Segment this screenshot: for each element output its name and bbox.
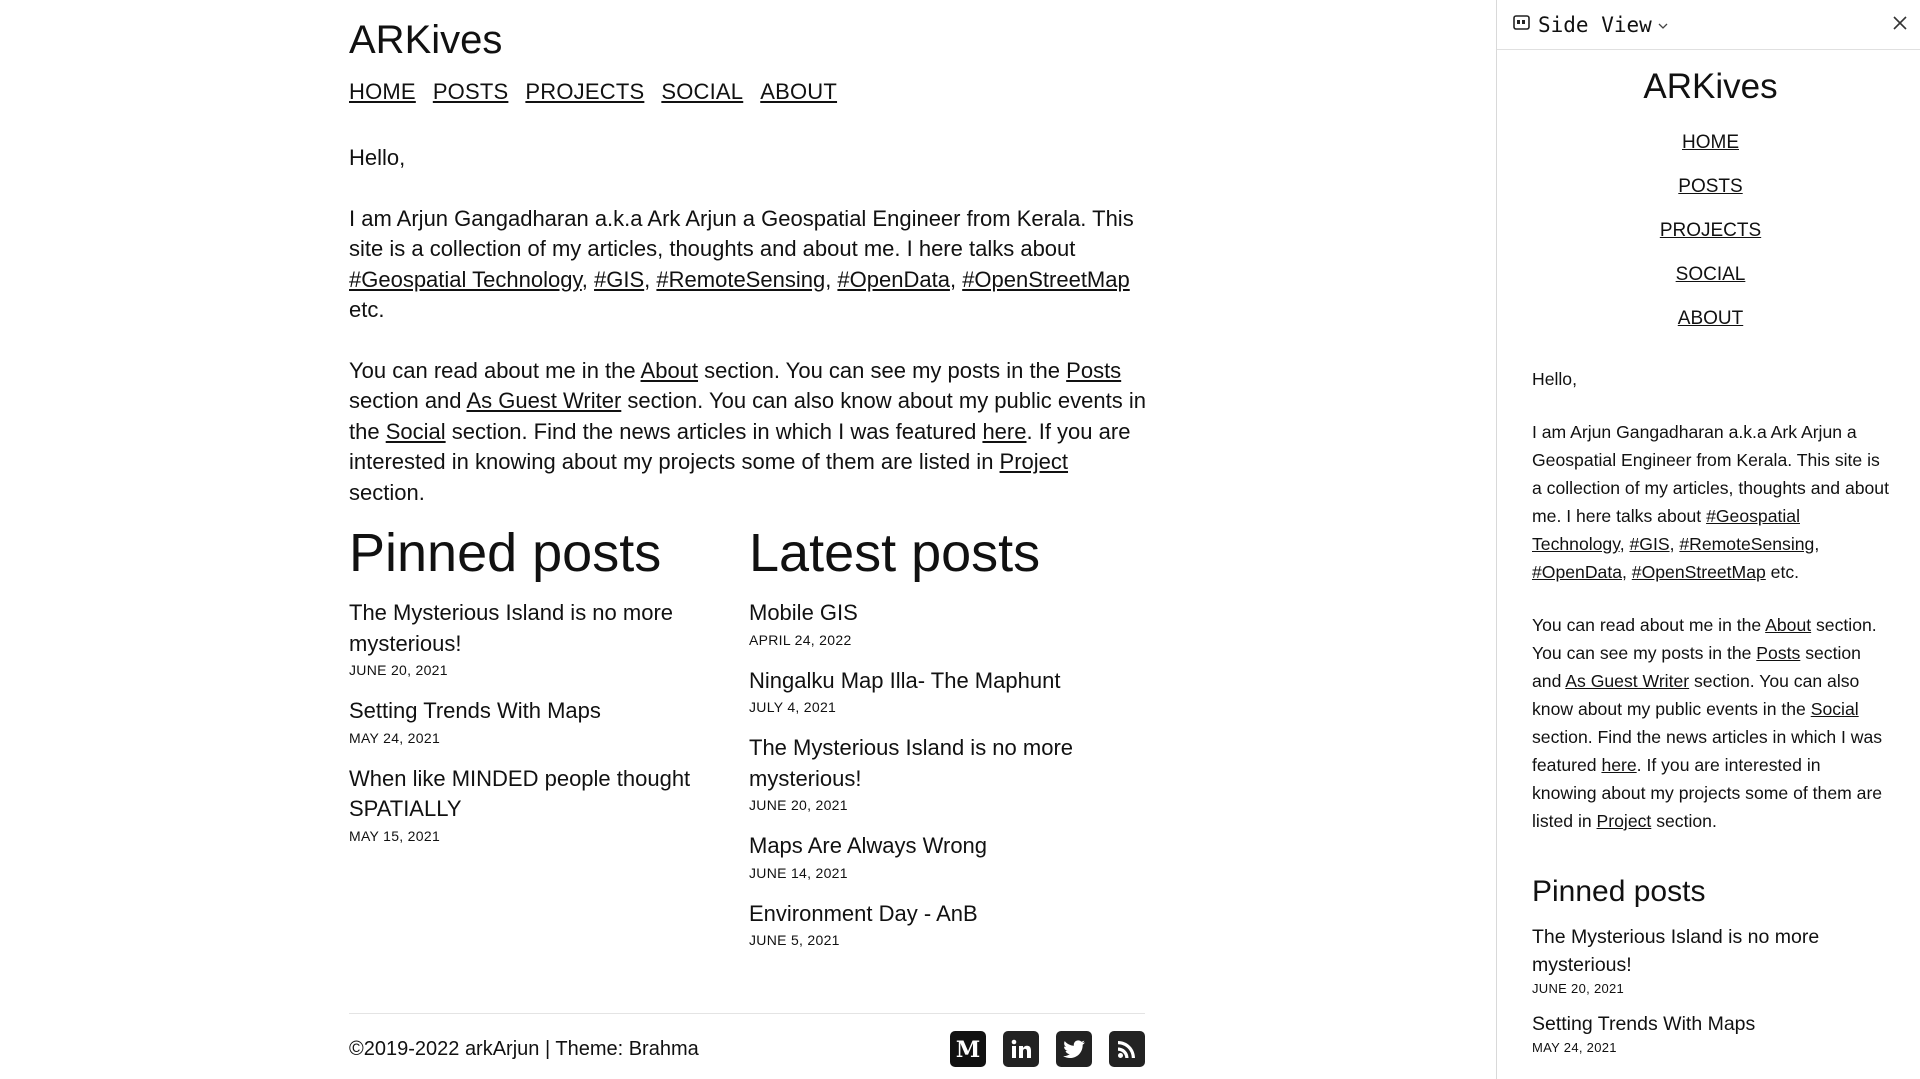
post-title-link[interactable]: When like MINDED people thought SPATIALLY — [349, 765, 691, 821]
tag-separator: , — [581, 266, 595, 292]
link-social[interactable]: Social — [1810, 699, 1859, 719]
side-site-title[interactable]: ARKives — [1643, 67, 1778, 106]
tag-separator: , — [825, 266, 838, 292]
footer-copyright: ©2019-2022 arkArjun | Theme: Brahma — [349, 1037, 699, 1060]
side-view-content — [1497, 67, 1920, 1055]
tag-geospatial-technology[interactable]: #Geospatial Technology — [1532, 506, 1800, 554]
intro-text: . If you are interested in knowing about my projects some of them are listed in — [349, 418, 1131, 474]
medium-icon[interactable] — [950, 1031, 986, 1067]
intro-text: section. You can see my posts in the — [1532, 615, 1877, 663]
post-title-link[interactable]: The Mysterious Island is no more mysterious! — [749, 735, 1074, 791]
post-title-link[interactable]: Mobile GIS — [749, 600, 858, 625]
intro-text: section. You can also know about my public events in the — [1532, 671, 1860, 719]
intro-text: I am Arjun Gangadharan a.k.a Ark Arjun a Geospatial Engineer from Kerala. This site is a collection of my articles, thoughts and about me. I here talks about — [349, 205, 1134, 261]
post-title-link[interactable]: Setting Trends With Maps — [349, 698, 601, 723]
side-nav-projects[interactable]: PROJECTS — [1659, 220, 1762, 241]
post-date: MAY 24, 2021 — [1532, 1040, 1617, 1055]
list-item — [749, 598, 1149, 648]
post-date: JUNE 14, 2021 — [749, 864, 848, 881]
side-intro — [1532, 365, 1889, 835]
intro-text: You can read about me in the — [1532, 615, 1766, 635]
list-item — [349, 696, 749, 746]
link-guest-writer[interactable]: As Guest Writer — [466, 388, 622, 413]
side-nav-social[interactable]: SOCIAL — [1675, 264, 1746, 285]
intro-text-end: etc. — [1765, 562, 1800, 582]
nav-home[interactable]: HOME — [349, 79, 416, 104]
intro-text: section. Find the news articles in which I was featured — [1532, 727, 1883, 775]
tag-openstreetmap[interactable]: #OpenStreetMap — [1631, 562, 1766, 582]
side-view-icon[interactable] — [1513, 15, 1530, 34]
linkedin-icon[interactable] — [1003, 1031, 1039, 1067]
tag-openstreetmap[interactable]: #OpenStreetMap — [962, 266, 1130, 292]
latest-posts — [749, 522, 1149, 966]
intro-text: . If you are interested in knowing about my projects some of them are listed in — [1532, 755, 1883, 831]
list-item — [1532, 1010, 1889, 1055]
chevron-down-icon[interactable] — [1658, 15, 1668, 34]
link-posts[interactable]: Posts — [1756, 643, 1801, 663]
intro-text: section and — [349, 388, 467, 413]
pinned-posts-heading: Pinned posts — [349, 523, 662, 583]
pinned-posts — [349, 522, 749, 966]
intro-text: section. — [1651, 811, 1717, 831]
twitter-icon[interactable] — [1056, 1031, 1092, 1067]
main-nav — [349, 79, 1149, 105]
side-greeting: Hello, — [1532, 369, 1577, 389]
side-pinned-posts-heading: Pinned posts — [1532, 875, 1706, 908]
posts-section — [349, 522, 1149, 966]
intro-text-end: etc. — [349, 297, 385, 322]
list-item — [349, 764, 749, 844]
svg-text:M: M — [955, 1037, 981, 1062]
greeting: Hello, — [349, 145, 406, 170]
tag-separator: , — [949, 266, 963, 292]
list-item — [749, 666, 1149, 716]
intro-text: section. You can also know about my public events in the — [349, 388, 1146, 444]
close-icon[interactable] — [1891, 14, 1909, 36]
post-date: MAY 15, 2021 — [349, 827, 441, 844]
link-here[interactable]: here — [982, 418, 1027, 444]
side-nav — [1532, 111, 1889, 331]
tag-separator: , — [1622, 562, 1632, 582]
tag-gis[interactable]: #GIS — [594, 266, 645, 292]
side-nav-home[interactable]: HOME — [1682, 132, 1739, 153]
link-here[interactable]: here — [1601, 755, 1637, 775]
post-title-link[interactable]: Ningalku Map Illa- The Maphunt — [749, 667, 1061, 693]
tag-separator: , — [1669, 534, 1680, 554]
intro-text: section. Find the news articles in which I was featured — [445, 418, 983, 444]
list-item — [749, 831, 1149, 881]
tag-opendata[interactable]: #OpenData — [837, 266, 950, 292]
link-project[interactable]: Project — [999, 449, 1069, 474]
link-project[interactable]: Project — [1596, 811, 1652, 831]
post-date: JUNE 5, 2021 — [749, 932, 840, 948]
post-date: JUNE 20, 2021 — [1532, 981, 1625, 996]
site-title[interactable]: ARKives — [349, 18, 503, 62]
post-title-link[interactable]: The Mysterious Island is no more mysterious! — [1532, 926, 1820, 976]
tag-separator: , — [1814, 534, 1820, 554]
social-icons — [950, 1031, 1145, 1067]
side-view-header — [1497, 0, 1920, 50]
post-date: JULY 4, 2021 — [749, 699, 837, 715]
side-view-label[interactable]: Side View — [1538, 12, 1652, 37]
intro-paragraph-2 — [349, 356, 1149, 509]
intro — [349, 143, 1149, 508]
intro-text: You can read about me in the — [349, 357, 641, 383]
intro-text: I am Arjun Gangadharan a.k.a Ark Arjun a Geospatial Engineer from Kerala. This site is a collection of my articles, thoughts and about me. I here talks about — [1532, 422, 1889, 526]
side-nav-posts[interactable]: POSTS — [1678, 176, 1743, 197]
tag-remotesensing[interactable]: #RemoteSensing — [1679, 534, 1815, 554]
post-date: JUNE 20, 2021 — [349, 662, 448, 678]
post-title-link[interactable]: Setting Trends With Maps — [1532, 1013, 1756, 1035]
nav-social[interactable]: SOCIAL — [661, 79, 744, 104]
intro-text: section. — [349, 479, 425, 505]
post-title-link[interactable]: Environment Day - AnB — [749, 900, 978, 926]
post-date: JUNE 20, 2021 — [749, 797, 848, 813]
tag-remotesensing[interactable]: #RemoteSensing — [656, 266, 826, 292]
nav-posts[interactable]: POSTS — [432, 79, 509, 104]
link-posts[interactable]: Posts — [1066, 357, 1122, 383]
link-about[interactable]: About — [1765, 615, 1812, 635]
side-intro-paragraph-2 — [1532, 611, 1889, 835]
link-guest-writer[interactable]: As Guest Writer — [1565, 671, 1690, 691]
list-item — [749, 899, 1149, 949]
tag-separator: , — [644, 266, 657, 292]
nav-projects[interactable]: PROJECTS — [525, 79, 645, 104]
main-page — [349, 0, 1149, 1079]
intro-text: section. You can see my posts in the — [698, 357, 1067, 383]
nav-about[interactable]: ABOUT — [760, 79, 838, 104]
post-date: MAY 24, 2021 — [349, 729, 441, 746]
tag-gis[interactable]: #GIS — [1629, 534, 1670, 554]
side-view-panel — [1496, 0, 1920, 1079]
footer — [349, 1013, 1145, 1067]
link-social[interactable]: Social — [385, 418, 446, 444]
tag-opendata[interactable]: #OpenData — [1532, 562, 1622, 582]
side-nav-about[interactable]: ABOUT — [1677, 308, 1744, 329]
latest-posts-heading: Latest posts — [749, 523, 1041, 583]
list-item — [749, 733, 1149, 813]
intro-paragraph-1 — [349, 204, 1149, 326]
post-title-link[interactable]: Maps Are Always Wrong — [749, 833, 988, 858]
tag-geospatial-technology[interactable]: #Geospatial Technology — [349, 266, 582, 292]
post-title-link[interactable]: The Mysterious Island is no more mysterious! — [349, 600, 674, 656]
side-intro-paragraph-1 — [1532, 418, 1889, 586]
tag-separator: , — [1619, 534, 1630, 554]
list-item — [349, 598, 749, 678]
link-about[interactable]: About — [640, 357, 699, 383]
rss-icon[interactable] — [1109, 1031, 1145, 1067]
list-item — [1532, 923, 1889, 996]
post-date: APRIL 24, 2022 — [749, 631, 852, 648]
intro-text: section and — [1532, 643, 1861, 691]
